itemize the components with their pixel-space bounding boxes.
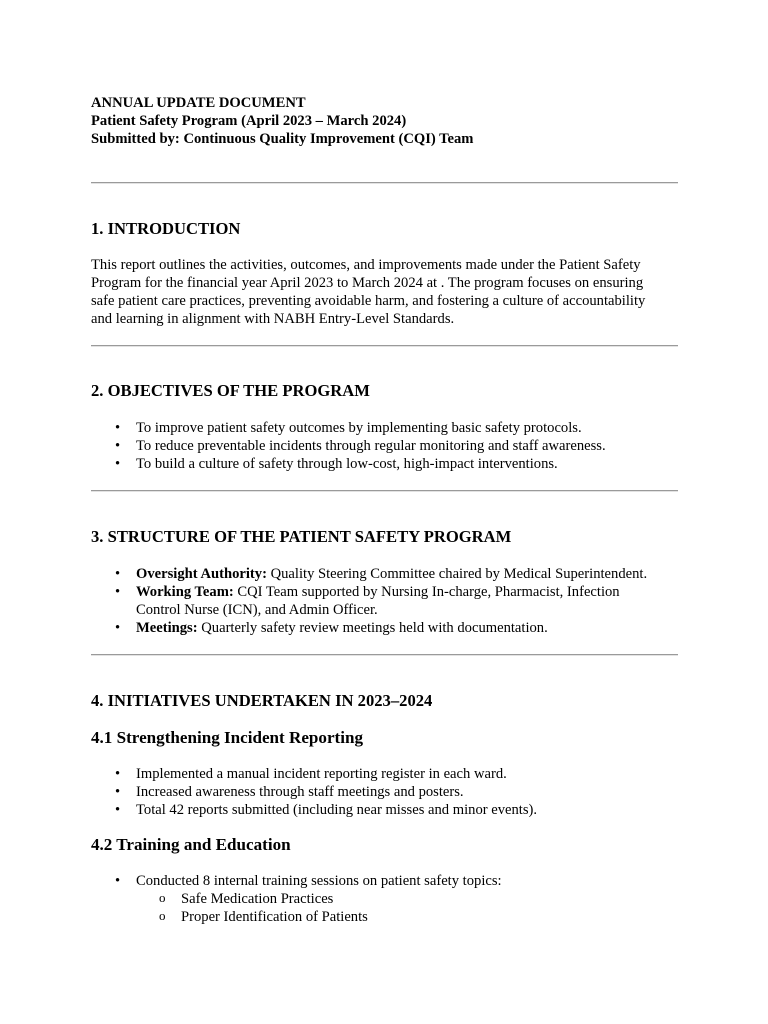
item-text-continued: Control Nurse (ICN), and Admin Officer. bbox=[136, 602, 378, 618]
header-submitted-by: Submitted by: Continuous Quality Improvement (CQI) Team bbox=[91, 131, 474, 147]
paragraph-line: This report outlines the activities, outcomes, and improvements made under the Patient Safety bbox=[91, 257, 641, 273]
divider bbox=[91, 490, 678, 492]
section-title-objectives: 2. OBJECTIVES OF THE PROGRAM bbox=[91, 381, 370, 400]
list-item bbox=[91, 619, 678, 637]
training-list bbox=[91, 872, 678, 926]
list-item: • To reduce preventable incidents through regular monitoring and staff awareness. bbox=[91, 437, 678, 455]
list-item bbox=[91, 583, 678, 619]
paragraph-line: Program for the financial year April 2023 to March 2024 at . The program focuses on ensuring bbox=[91, 275, 644, 291]
sub-list-item: o Safe Medication Practices bbox=[136, 890, 678, 908]
header-program: Patient Safety Program (April 2023 – March 2024) bbox=[91, 113, 407, 129]
item-label: Meetings: bbox=[136, 620, 198, 636]
list-item: • Conducted 8 internal training sessions on patient safety topics: o Safe Medication Practices o Proper Identification of Patients bbox=[91, 872, 678, 926]
section-title-introduction: 1. INTRODUCTION bbox=[91, 219, 241, 238]
section-title-structure: 3. STRUCTURE OF THE PATIENT SAFETY PROGRAM bbox=[91, 527, 512, 546]
incident-reporting-list bbox=[91, 765, 678, 819]
item-text: Quality Steering Committee chaired by Medical Superintendent. bbox=[266, 566, 648, 582]
structure-list bbox=[91, 565, 678, 637]
list-item: • To build a culture of safety through low-cost, high-impact interventions. bbox=[91, 455, 678, 473]
list-item: • To improve patient safety outcomes by implementing basic safety protocols. bbox=[91, 419, 678, 437]
list-item: • Total 42 reports submitted (including near misses and minor events). bbox=[91, 801, 678, 819]
header-title: ANNUAL UPDATE DOCUMENT bbox=[91, 95, 306, 111]
objectives-list bbox=[91, 419, 678, 473]
item-label: Working Team: bbox=[136, 584, 234, 600]
list-item: • Increased awareness through staff meetings and posters. bbox=[91, 783, 678, 801]
divider bbox=[91, 345, 678, 347]
introduction-paragraph bbox=[91, 256, 678, 328]
subsection-title-training: 4.2 Training and Education bbox=[91, 835, 291, 854]
paragraph-line: and learning in alignment with NABH Entry-Level Standards. bbox=[91, 311, 455, 327]
item-text: Quarterly safety review meetings held with documentation. bbox=[197, 620, 548, 636]
sub-list-item: o Proper Identification of Patients bbox=[136, 908, 678, 926]
item-label: Oversight Authority: bbox=[136, 566, 267, 582]
section-title-initiatives: 4. INITIATIVES UNDERTAKEN IN 2023–2024 bbox=[91, 691, 433, 710]
training-topics-list bbox=[136, 890, 678, 926]
divider bbox=[91, 654, 678, 656]
list-item: • Implemented a manual incident reporting register in each ward. bbox=[91, 765, 678, 783]
subsection-title-incident-reporting: 4.1 Strengthening Incident Reporting bbox=[91, 728, 364, 747]
item-text: CQI Team supported by Nursing In-charge, Pharmacist, Infection bbox=[233, 584, 620, 600]
paragraph-line: safe patient care practices, preventing avoidable harm, and fostering a culture of accountability bbox=[91, 293, 646, 309]
list-item bbox=[91, 565, 678, 583]
document-header bbox=[91, 94, 473, 148]
divider bbox=[91, 182, 678, 184]
